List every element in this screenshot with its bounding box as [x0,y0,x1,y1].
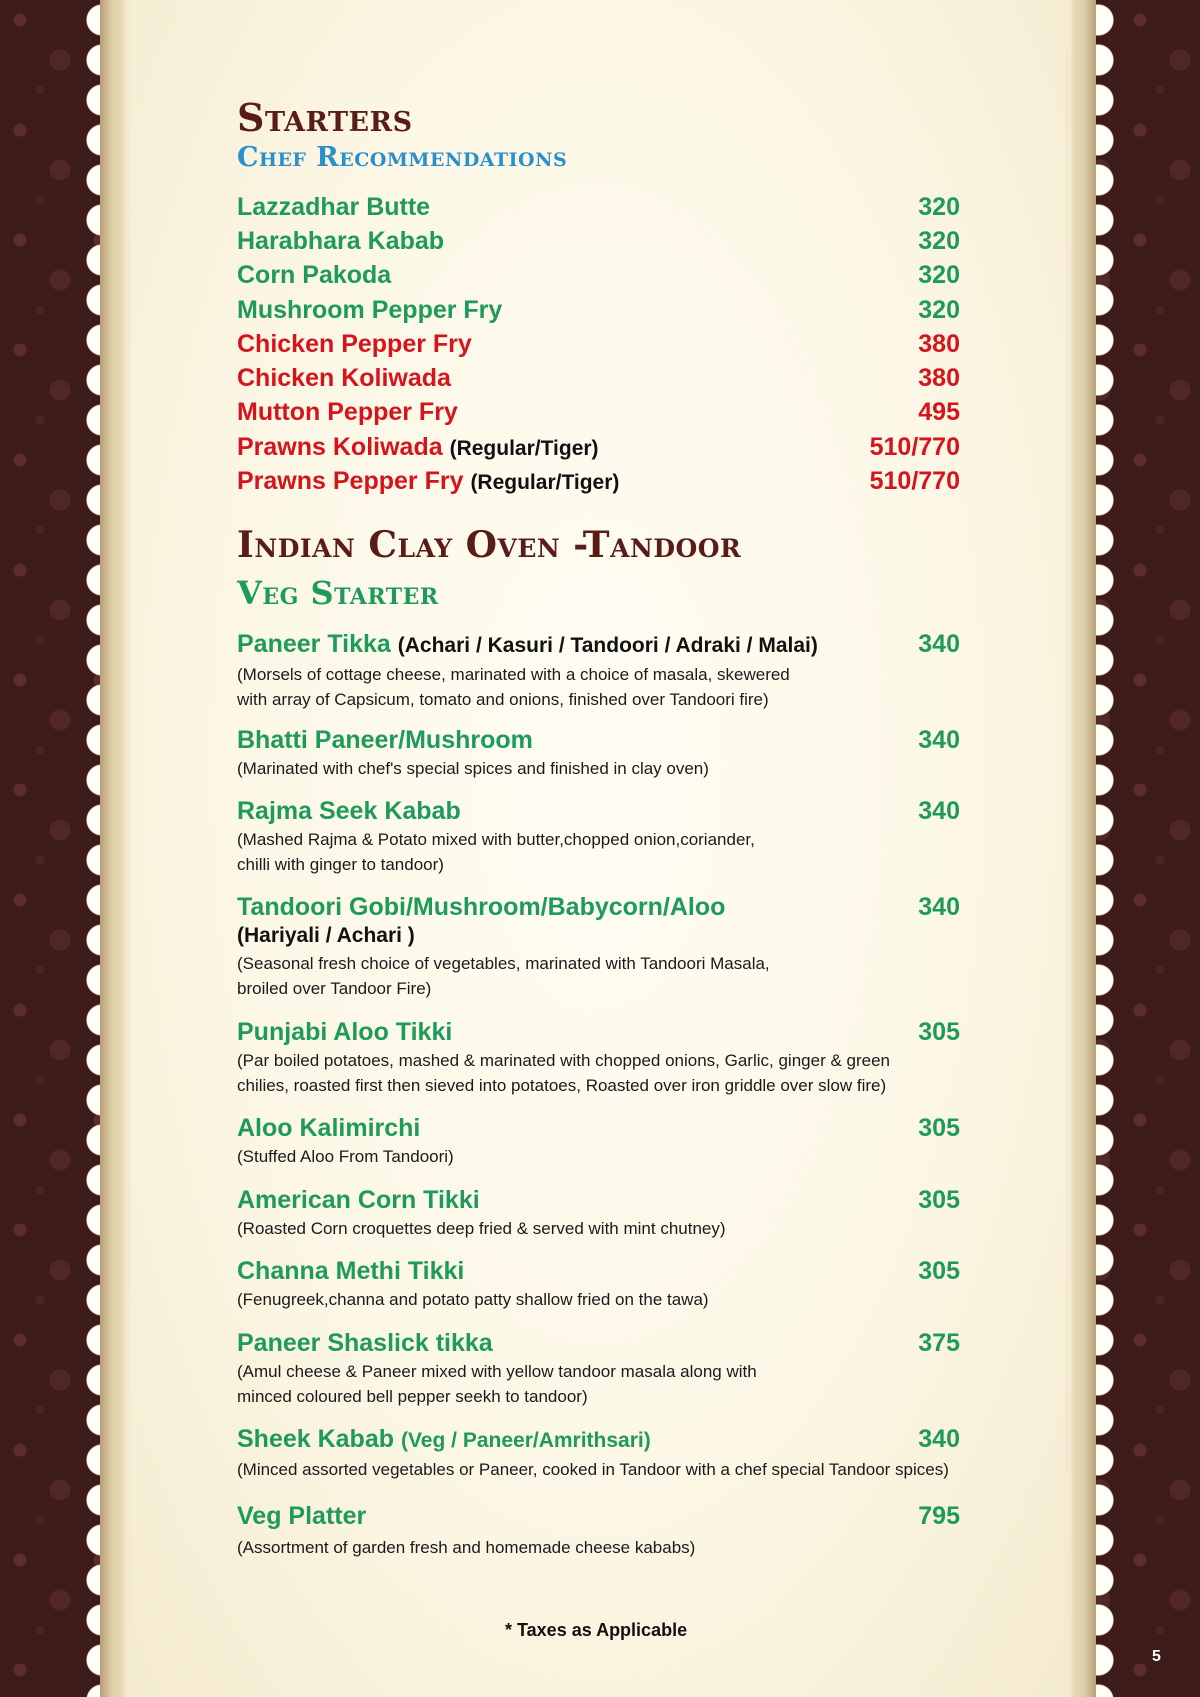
dish-header [237,1501,960,1531]
dish-price: 305 [918,1114,960,1142]
dish-price: 340 [918,1425,960,1453]
dish-description [237,756,960,781]
menu-item-paneer-tikka [237,629,960,712]
dish-description [237,951,960,1001]
dish-name-group [237,467,619,496]
list-item [237,327,960,361]
description-line: (Assortment of garden fresh and homemade cheese kababs) [237,1538,696,1557]
menu-item-paneer-shaslick-tikka [237,1328,960,1409]
dish-variant-note: (Regular/Tiger) [470,471,620,495]
dish-name: Harabhara Kabab [237,226,445,255]
list-item [237,259,960,293]
section-subtitle-chef-recommendations: Chef Recommendations [237,142,568,173]
menu-content [237,0,960,1697]
dish-name-group [237,227,444,256]
list-item [237,293,960,327]
dish-name: Prawns Koliwada [237,432,443,461]
dish-price: 340 [918,893,960,921]
description-line: (Marinated with chef's special spices and finished in clay oven) [237,759,709,778]
dish-name: Lazzadhar Butte [237,192,431,221]
menu-item-american-corn-tikki [237,1185,960,1241]
dish-price: 510/770 [869,432,960,461]
dish-name: Channa Methi Tikki [237,1257,465,1285]
dish-variant: (Veg / Paneer/Amrithsari) [400,1429,651,1452]
dish-name-group [237,433,599,462]
description-line: (Mashed Rajma & Potato mixed with butter,chopped onion,coriander, [237,830,755,849]
dish-price: 340 [918,797,960,825]
dish-variant: (Hariyali / Achari ) [237,924,415,947]
dish-price: 305 [918,1018,960,1046]
dish-description [237,1359,960,1409]
dish-header [237,1185,960,1215]
section-title-tandoor: Indian Clay Oven -Tandoor [237,524,742,566]
dish-name: Prawns Pepper Fry [237,467,464,496]
dish-name-group [237,193,430,222]
list-item [237,396,960,430]
dish-price: 495 [918,398,960,427]
menu-item-sheek-kabab [237,1424,960,1482]
dish-name-group [237,364,451,393]
dish-price: 340 [918,630,960,658]
dish-header [237,1424,960,1456]
dish-description [237,1048,960,1098]
dish-name-group [237,1424,651,1456]
list-item [237,224,960,258]
menu-item-rajma-seek-kabab [237,796,960,877]
dish-name: Chicken Pepper Fry [237,329,472,358]
menu-item-punjabi-aloo-tikki [237,1017,960,1098]
dish-header [237,1256,960,1286]
dish-name: Bhatti Paneer/Mushroom [237,726,533,754]
dish-description [237,1535,960,1560]
dish-price: 305 [918,1186,960,1214]
page-number: 5 [1152,1648,1161,1665]
description-line: (Fenugreek,channa and potato patty shallow fried on the tawa) [237,1290,709,1309]
dish-name: Punjabi Aloo Tikki [237,1018,453,1046]
dish-price: 340 [918,726,960,754]
description-line: (Morsels of cottage cheese, marinated with a choice of masala, skewered [237,665,790,684]
menu-item-veg-platter [237,1501,960,1560]
dish-name: Corn Pakoda [237,261,392,290]
dish-price: 320 [918,261,960,290]
dish-price: 510/770 [869,467,960,496]
description-line: (Roasted Corn croquettes deep fried & served with mint chutney) [237,1219,726,1238]
taxes-note: * Taxes as Applicable [505,1620,688,1640]
dish-description [237,1216,960,1241]
description-line: chilli with ginger to tandoor) [237,855,444,874]
dish-name: American Corn Tikki [237,1186,480,1214]
section-title-starters: Starters [237,95,413,140]
dish-price: 375 [918,1329,960,1357]
dish-name: Sheek Kabab [237,1425,395,1453]
list-item [237,430,960,464]
list-item [237,464,960,498]
dish-price: 320 [918,192,960,221]
dish-price: 380 [918,364,960,393]
dish-name: Aloo Kalimirchi [237,1114,421,1142]
chef-recommendations-list [237,190,960,499]
dish-description [237,662,960,712]
dish-description [237,1457,960,1482]
menu-item-aloo-kalimirchi [237,1113,960,1169]
dish-price: 305 [918,1257,960,1285]
dish-variant: (Achari / Kasuri / Tandoori / Adraki / Malai) [397,634,818,657]
list-item [237,190,960,224]
description-line: (Amul cheese & Paneer mixed with yellow tandoor masala along with [237,1362,757,1381]
dish-header [237,629,960,661]
section-subtitle-veg-starter: Veg Starter [237,574,439,612]
dish-name: Paneer Shaslick tikka [237,1329,493,1357]
description-line: with array of Capsicum, tomato and onions, finished over Tandoori fire) [237,690,769,709]
dish-header [237,796,960,826]
description-line: (Par boiled potatoes, mashed & marinated with chopped onions, Garlic, ginger & green [237,1051,890,1070]
dish-variant-note: (Regular/Tiger) [449,436,599,460]
menu-item-bhatti-paneer [237,725,960,781]
dish-header [237,1017,960,1047]
dish-name-group [237,398,458,427]
dish-header [237,725,960,755]
description-line: (Stuffed Aloo From Tandoori) [237,1147,454,1166]
dish-description [237,1287,960,1312]
dish-name: Mushroom Pepper Fry [237,295,503,324]
dish-header [237,1328,960,1358]
dish-header [237,1113,960,1143]
dish-name: Chicken Koliwada [237,364,451,393]
dish-name-group [237,330,472,359]
dish-description [237,1144,960,1169]
dish-name: Paneer Tikka [237,630,391,658]
dish-name-group [237,261,391,290]
dish-name: Tandoori Gobi/Mushroom/Babycorn/Aloo [237,893,726,921]
dish-price: 320 [918,226,960,255]
description-line: broiled over Tandoor Fire) [237,979,432,998]
dish-price: 320 [918,295,960,324]
dish-name: Veg Platter [237,1502,367,1530]
dish-description [237,827,960,877]
description-line: chilies, roasted first then sieved into potatoes, Roasted over iron griddle over slow fire) [237,1076,887,1095]
description-line: minced coloured bell pepper seekh to tandoor) [237,1387,588,1406]
dish-name-group [237,629,818,661]
list-item [237,361,960,395]
description-line: (Minced assorted vegetables or Paneer, cooked in Tandoor with a chef special Tandoor spices) [237,1460,949,1479]
menu-item-channa-methi-tikki [237,1256,960,1312]
dish-price: 795 [918,1502,960,1530]
menu-item-tandoori-gobi [237,892,960,1001]
dish-name: Rajma Seek Kabab [237,797,461,825]
dish-price: 380 [918,329,960,358]
dish-header [237,892,960,922]
dish-name-group [237,296,502,325]
description-line: (Seasonal fresh choice of vegetables, marinated with Tandoori Masala, [237,954,770,973]
dish-name: Mutton Pepper Fry [237,398,458,427]
